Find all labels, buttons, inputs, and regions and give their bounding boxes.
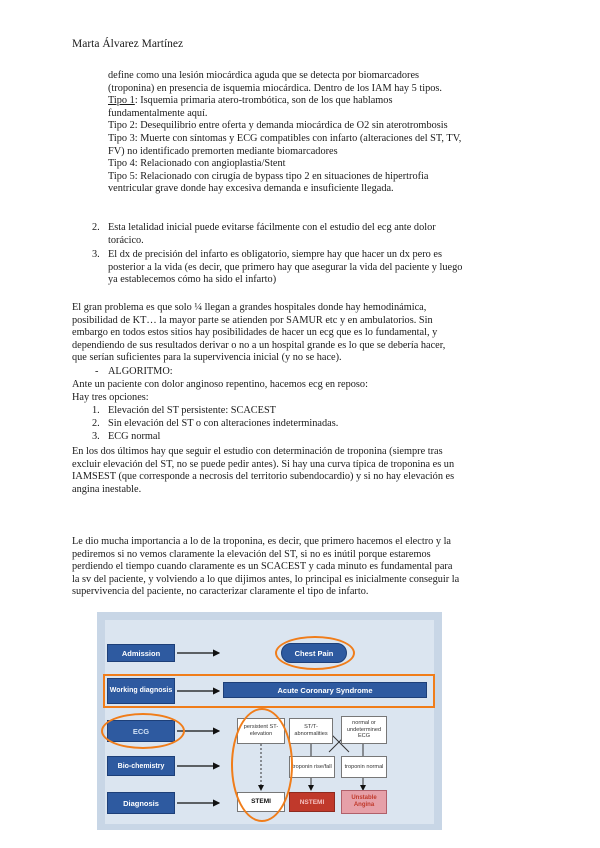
text-line: posibilidad de KT… la mayor parte se atienden por SAMUR etc y en ambulatorios. Sin — [72, 314, 433, 326]
option-text: Sin elevación del ST o con alteraciones indeterminadas. — [108, 418, 339, 429]
paragraph-troponina — [72, 446, 454, 496]
list-item — [108, 222, 436, 247]
option-number: 2. — [92, 418, 100, 429]
troponin-rise-box: troponin rise/fall — [289, 756, 335, 778]
row-working-diagnosis: Working diagnosis — [107, 678, 175, 704]
text-line: fundamentalmente aquí. — [108, 107, 208, 119]
text-line: Ante un paciente con dolor anginoso repentino, hacemos ecg en reposo: — [72, 379, 368, 390]
tipo1-line — [108, 95, 461, 108]
tipo-line: Tipo 5: Relacionado con cirugía de bypass tipo 2 en situaciones de hipertrofia — [108, 170, 429, 182]
tipo-line: Tipo 4: Relacionado con angioplastia/Stent — [108, 158, 286, 170]
ecg-highlight — [101, 713, 185, 749]
option-text: Elevación del ST persistente: SCACEST — [108, 405, 276, 416]
tipo1-label: Tipo 1 — [108, 95, 135, 107]
chest-pain-highlight — [275, 636, 355, 670]
text-line: dependiendo de sus resultados derivar o no a un hospital grande es lo que se debería hacer, — [72, 339, 446, 351]
working-diagnosis-highlight — [103, 674, 435, 708]
text-line: (troponina) en presencia de isquemia miocárdica. Dentro de los IAM hay 5 tipos. — [108, 82, 442, 94]
text-line: Le dio mucha importancia a lo de la troponina, es decir, que primero hacemos el electro y la — [72, 536, 451, 547]
list-number: 2. — [92, 222, 100, 233]
stt-abnormalities-box: ST/T-abnormalities — [289, 718, 333, 744]
troponin-normal-box: troponin normal — [341, 756, 387, 778]
text-line: El dx de precisión del infarto es obligatorio, siempre hay que hacer un dx pero es — [108, 249, 442, 260]
text-line: Hay tres opciones: — [72, 391, 149, 403]
stemi-box: STEMI — [237, 792, 285, 812]
text-line: ya establecemos cómo ha sido el infarto) — [108, 274, 277, 286]
list-number: 3. — [92, 249, 100, 260]
text-line: define como una lesión miocárdica aguda que se detecta por biomarcadores — [108, 70, 420, 81]
normal-ecg-box: normal or undetermined ECG — [341, 716, 387, 744]
nstemi-box: NSTEMI — [289, 792, 335, 812]
tipo-line: FV) no identificado premorten mediante biomarcadores — [108, 145, 338, 157]
acs-banner: Acute Coronary Syndrome — [223, 682, 427, 698]
text-line: supervivencia del paciente, no caracterizar claramente el tipo de infarto. — [72, 586, 369, 598]
row-biochemistry: Bio-chemistry — [107, 756, 175, 776]
option-text: ECG normal — [108, 431, 161, 442]
row-diagnosis: Diagnosis — [107, 792, 175, 814]
tipo-line: ventricular grave donde hay excesiva demanda e insuficiente llegada. — [108, 183, 394, 195]
text-line: la sv del paciente, y volviendo a lo que dijimos antes, lo principal es inicialmente conseguir la — [72, 573, 460, 585]
text-line: embargo en todos estos sitios hay posibilidades de hacer un ecg que es lo fundamental, y — [72, 327, 438, 339]
stemi-pathway-highlight — [231, 708, 293, 822]
text-line: perdiendo el tiempo cuando claramente es un SCACEST y cada minuto es fundamental para — [72, 561, 453, 573]
row-ecg: ECG — [107, 720, 175, 742]
text-line: IAMSEST (que corresponde a necrosis del territorio subendocardio) y si no hay elevación es — [72, 471, 455, 483]
row-admission: Admission — [107, 644, 175, 662]
text-line: Esta letalidad inicial puede evitarse fácilmente con el estudio del ecg ante dolor — [108, 222, 436, 233]
list-item — [108, 249, 462, 287]
text-line: torácico. — [108, 234, 144, 246]
bullet-dash: - — [95, 366, 99, 377]
tipo-line: Tipo 3: Muerte con síntomas y ECG compatibles con infarto (alteraciones del ST, TV, — [108, 132, 462, 144]
paragraph-importancia — [72, 536, 459, 599]
option-number: 1. — [92, 405, 100, 416]
author-name: Marta Álvarez Martínez — [72, 38, 184, 50]
tipo1-text: : Isquemia primaria atero-trombótica, son de los que hablamos — [134, 95, 393, 107]
text-line: excluir elevación del ST, no se puede pedir antes). Si hay una curva típica de troponina es un — [72, 458, 455, 470]
acs-flow-diagram — [97, 612, 442, 830]
option-number: 3. — [92, 431, 100, 442]
text-line: pediremos si no vemos claramente la elevación del ST, si no es inútil porque estaremos — [72, 548, 431, 560]
text-line: El gran problema es que solo ¼ llegan a grandes hospitales donde hay hemodinámica, — [72, 302, 427, 313]
unstable-angina-box: Unstable Angina — [341, 790, 387, 814]
text-line: angina inestable. — [72, 483, 142, 495]
iam-definition-block — [108, 70, 461, 196]
text-line: que serían suficientes para la supervivencia inicial (y no se hace). — [72, 352, 342, 364]
algoritmo-intro — [72, 379, 368, 404]
paragraph-hospitales — [72, 302, 445, 365]
text-line: posterior a la vida (es decir, que primero hay que asegurar la vida del paciente y luego — [108, 261, 463, 273]
text-line: En los dos últimos hay que seguir el estudio con determinación de troponina (siempre tras — [72, 446, 443, 457]
algoritmo-heading: ALGORITMO: — [108, 366, 173, 377]
persistent-st-box: persistent ST-elevation — [237, 718, 285, 744]
chest-pain-node: Chest Pain — [281, 643, 347, 663]
tipo-line: Tipo 2: Desequilibrio entre oferta y demanda miocárdica de O2 sin aterotrombosis — [108, 120, 448, 132]
